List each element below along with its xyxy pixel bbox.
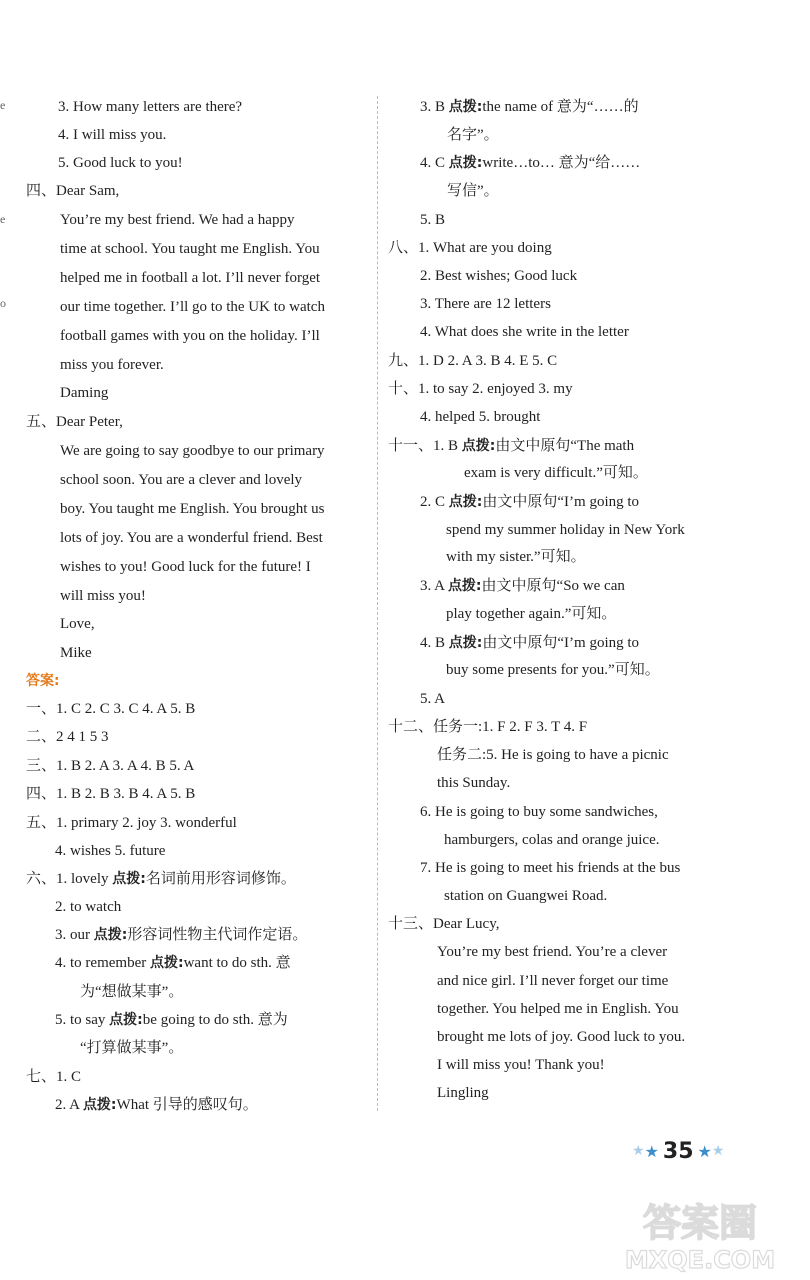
answer-text: 5. A — [420, 691, 446, 707]
answer-line — [437, 1083, 489, 1103]
text-line: miss you forever. — [60, 357, 164, 373]
answer-text: station on Guangwei Road. — [444, 888, 608, 904]
answer-text: brought me lots of joy. Good luck to you. — [437, 1029, 686, 1045]
page-number: 35 — [662, 1138, 694, 1164]
answer-line: 一、1. C 2. C 3. C 4. A 5. B — [26, 701, 196, 717]
answer-text: 3. There are 12 letters — [420, 296, 551, 312]
text-line: Daming — [60, 385, 109, 401]
answer-text: this Sunday. — [437, 775, 511, 791]
answer-text: 7. He is going to meet his friends at the bus — [420, 860, 681, 876]
hint-text: 由文中原句“The math — [495, 438, 635, 454]
answer-line — [55, 897, 121, 917]
answer-line — [444, 886, 607, 906]
answer-text: exam is very difficult.”可知。 — [464, 465, 648, 481]
answer-line — [420, 858, 680, 878]
answer-line — [437, 999, 679, 1019]
text-line: 五、Dear Peter, — [26, 414, 123, 430]
hint-text: write…to… 意为“给…… — [482, 155, 641, 171]
answer-line — [420, 492, 639, 512]
text-line: will miss you! — [60, 588, 146, 604]
answer-text: with my sister.”可知。 — [446, 549, 586, 565]
answer-line — [446, 547, 586, 567]
page-number-area — [632, 1138, 724, 1164]
text-line: Love, — [60, 616, 95, 632]
hint-label: 点拨: — [112, 871, 146, 887]
answer-line — [437, 942, 667, 962]
answer-line — [444, 830, 659, 850]
answer-line — [420, 153, 640, 173]
answer-line: 四、1. B 2. B 3. B 4. A 5. B — [26, 786, 196, 802]
answer-line — [388, 379, 573, 399]
hint-label: 点拨: — [461, 438, 496, 454]
star-icon: ★ — [697, 1141, 712, 1161]
hint-label: 点拨: — [448, 635, 483, 651]
answer-text: 3. B — [420, 99, 446, 115]
answer-line: 4. wishes 5. future — [55, 843, 166, 859]
hint-label: 点拨: — [447, 578, 482, 594]
hint-label: 点拨: — [109, 1012, 143, 1028]
watermark-logo — [600, 1194, 800, 1274]
answer-text: 十一、1. B — [388, 438, 459, 454]
answer-line — [80, 982, 183, 1002]
answer-line — [388, 914, 500, 934]
answer-text: 4. B — [420, 635, 446, 651]
answer-text: 九、1. D 2. A 3. B 4. E 5. C — [388, 353, 558, 369]
answer-text: 八、1. What are you doing — [388, 240, 552, 256]
answer-text: 4. helped 5. brought — [420, 409, 541, 425]
text-line: 5. Good luck to you! — [58, 155, 183, 171]
hint-text: 由文中原句“I’m going to — [482, 635, 640, 651]
text-line: You’re my best friend. We had a happy — [60, 212, 295, 228]
hint-text: 名词前用形容词修饰。 — [145, 871, 296, 887]
hint-text: want to do sth. 意 — [183, 955, 291, 971]
answer-text: 任务二:5. He is going to have a picnic — [437, 747, 669, 763]
answer-line — [420, 210, 445, 230]
answer-text: and nice girl. I’ll never forget our time — [437, 973, 669, 989]
answer-line — [447, 125, 499, 145]
hint-label: 点拨: — [448, 99, 483, 115]
text-line: lots of joy. You are a wonderful friend. Best — [60, 530, 323, 546]
answer-line — [464, 463, 648, 483]
answer-text: 十三、Dear Lucy, — [388, 916, 500, 932]
answer-text: 2. Best wishes; Good luck — [420, 268, 578, 284]
answer-line — [420, 294, 551, 314]
text-line: football games with you on the holiday. I’ll — [60, 328, 320, 344]
answer-line — [420, 689, 445, 709]
hint-text: be going to do sth. 意为 — [142, 1012, 288, 1028]
edge-mark: o — [0, 296, 6, 310]
hint-text: 由文中原句“So we can — [481, 578, 625, 594]
watermark-bottom: MXQE.COM — [624, 1246, 776, 1274]
watermark-top: 答案圈 — [642, 1201, 758, 1245]
hint-text: 形容词性物主代词作定语。 — [127, 927, 308, 943]
answer-text: Lingling — [437, 1085, 489, 1101]
answer-text: 2. C — [420, 494, 446, 510]
answer-text: 十二、任务一:1. F 2. F 3. T 4. F — [388, 719, 588, 735]
answer-text: 5. B — [420, 212, 446, 228]
answer-line — [55, 925, 307, 945]
text-line: boy. You taught me English. You brought us — [60, 501, 325, 517]
text-line: helped me in football a lot. I’ll never forget — [60, 270, 321, 286]
answer-line — [437, 773, 510, 793]
answer-line — [55, 953, 291, 973]
column-divider — [377, 96, 378, 1111]
text-line: 四、Dear Sam, — [26, 183, 120, 199]
answer-line — [420, 633, 639, 653]
answer-text: 4. What does she write in the letter — [420, 324, 629, 340]
answer-text: 4. C — [420, 155, 446, 171]
answer-text: 2. to watch — [55, 899, 122, 915]
text-line: We are going to say goodbye to our primary — [60, 443, 325, 459]
star-icon: ★ — [711, 1143, 725, 1159]
star-icon: ★ — [632, 1143, 645, 1159]
hint-label: 点拨: — [93, 927, 128, 943]
answer-text: 3. our — [55, 927, 90, 943]
answer-line — [437, 1055, 605, 1075]
text-line: Mike — [60, 645, 92, 661]
hint-text: What 引导的感叹句。 — [116, 1097, 258, 1113]
answer-line — [420, 266, 577, 286]
answer-text: 十、1. to say 2. enjoyed 3. my — [388, 381, 573, 397]
answer-line — [55, 1010, 288, 1030]
answer-text: “打算做某事”。 — [80, 1040, 184, 1056]
answer-text: 5. to say — [55, 1012, 106, 1028]
answer-line — [26, 869, 296, 889]
text-line: wishes to you! Good luck for the future! I — [60, 559, 311, 575]
text-line: 七、1. C — [26, 1069, 82, 1085]
text-line: 3. How many letters are there? — [58, 99, 243, 115]
answer-line: 五、1. primary 2. joy 3. wonderful — [26, 815, 237, 831]
hint-label: 点拨: — [82, 1097, 117, 1113]
hint-text: 由文中原句“I’m going to — [482, 494, 640, 510]
answer-line — [420, 802, 658, 822]
answer-text: 名字”。 — [447, 127, 499, 143]
answer-text: You’re my best friend. You’re a clever — [437, 944, 668, 960]
answer-line — [388, 436, 634, 456]
answer-text: hamburgers, colas and orange juice. — [444, 832, 660, 848]
answer-line — [437, 1027, 685, 1047]
answer-text: 6. He is going to buy some sandwiches, — [420, 804, 658, 820]
text-line: time at school. You taught me English. You — [60, 241, 320, 257]
edge-mark: e — [0, 98, 6, 112]
answer-text: 4. to remember — [55, 955, 147, 971]
answer-line — [420, 576, 625, 596]
answer-text: 写信”。 — [447, 183, 499, 199]
text-line: school soon. You are a clever and lovely — [60, 472, 303, 488]
text-line: 4. I will miss you. — [58, 127, 167, 143]
text-line: our time together. I’ll go to the UK to watch — [60, 299, 325, 315]
answer-line — [446, 660, 660, 680]
answer-text: buy some presents for you.”可知。 — [446, 662, 660, 678]
answer-line — [437, 745, 669, 765]
answer-line — [446, 604, 616, 624]
hint-text: the name of 意为“……的 — [482, 99, 639, 115]
answer-line — [388, 238, 552, 258]
hint-label: 点拨: — [448, 494, 483, 510]
answer-text: together. You helped me in English. You — [437, 1001, 679, 1017]
answer-line — [388, 351, 557, 371]
answer-text: spend my summer holiday in New York — [446, 522, 685, 538]
answer-line — [446, 520, 685, 540]
answer-text: I will miss you! Thank you! — [437, 1057, 605, 1073]
hint-label: 点拨: — [149, 955, 184, 971]
answer-text: 2. A — [55, 1097, 80, 1113]
answer-line: 三、1. B 2. A 3. A 4. B 5. A — [26, 758, 195, 774]
answer-line: 二、2 4 1 5 3 — [26, 729, 109, 745]
star-icon: ★ — [644, 1141, 659, 1161]
answer-line — [388, 717, 587, 737]
answer-line — [420, 97, 639, 117]
edge-mark: e — [0, 212, 6, 226]
answer-line — [437, 971, 668, 991]
answer-line — [420, 407, 540, 427]
answer-text: 六、1. lovely — [26, 871, 109, 887]
answers-title: 答案: — [26, 673, 60, 689]
answer-line — [80, 1038, 183, 1058]
answer-text: 为“想做某事”。 — [80, 984, 184, 1000]
answer-line — [447, 181, 499, 201]
hint-label: 点拨: — [448, 155, 483, 171]
answer-text: play together again.”可知。 — [446, 606, 617, 622]
answer-line — [55, 1095, 258, 1115]
answer-text: 3. A — [420, 578, 445, 594]
answer-line — [420, 322, 629, 342]
